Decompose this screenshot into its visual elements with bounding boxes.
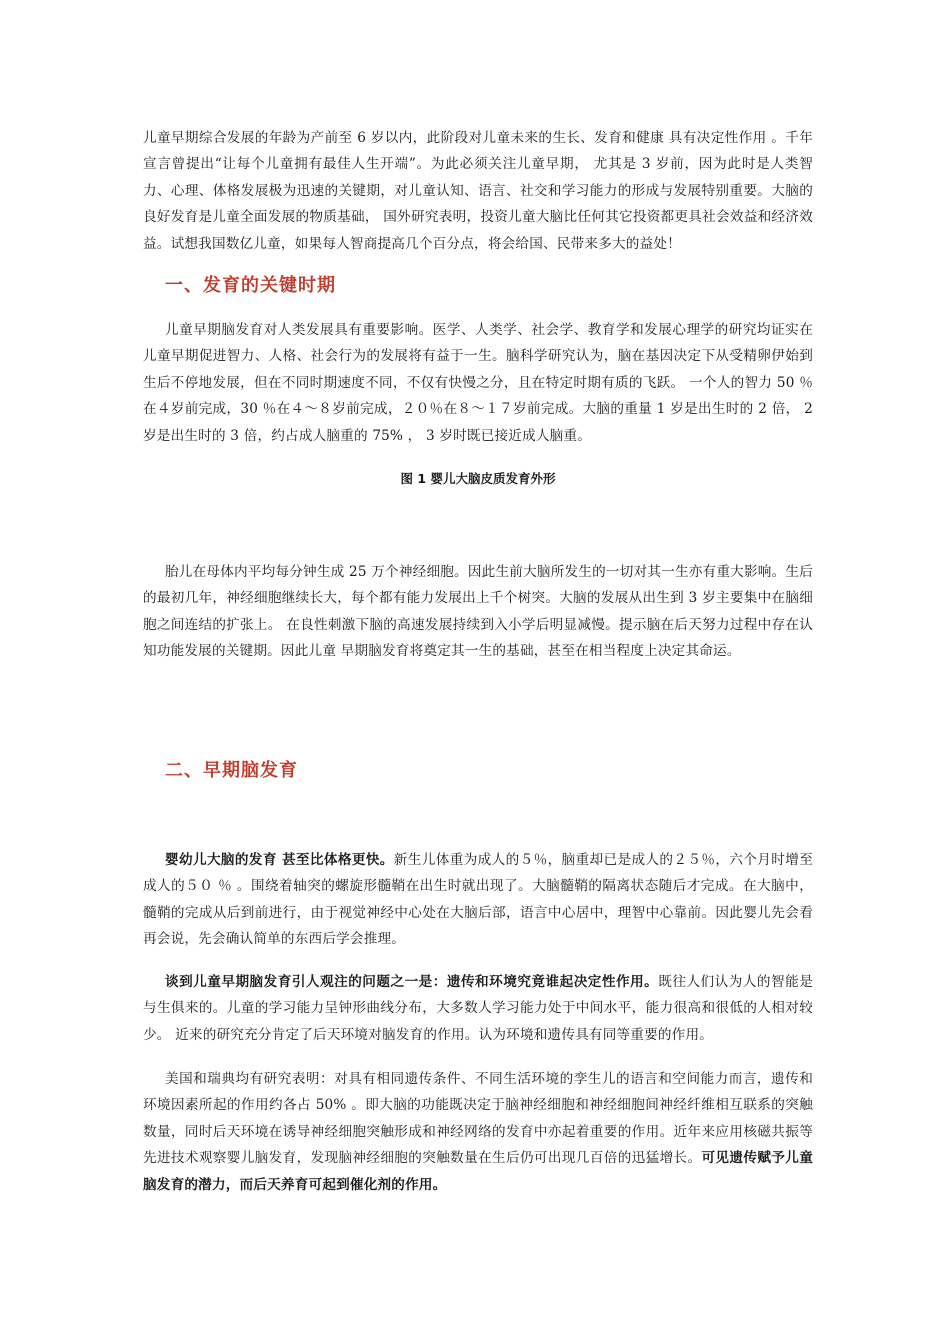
section2-heading: 二、早期脑发育 bbox=[165, 760, 298, 781]
section1-heading: 一、发育的关键时期 bbox=[165, 275, 336, 296]
section1-paragraph1: 儿童早期脑发育对人类发展具有重要影响。医学、人类学、社会学、教育学和发展心理学的研究均证实在儿童早期促进智力、人格、社会行为的发展将有益于一生。脑科学研究认为，脑在基因决定下从受精卵伊始到生后不停地发展，但在不同时期速度不同，不仅有快慢之分，且在特定时期有质的飞跃。 一个人的智力 50 ％在４岁前完成，30 ％在４～８岁前完成，２０％在８～１７岁前完成。大脑的重量 1 岁是出生时的 2 倍， 2 岁是出生时的 3 倍，约占成人脑重的 75% ， 3 岁时既已接近成人脑重。 bbox=[143, 322, 813, 444]
section2-paragraph3-conclusion: 可见遗传赋予儿童脑发育的潜力，而后天养育可起到催化剂的作用。 bbox=[143, 1150, 813, 1193]
section2-paragraph2-lead: 谈到儿童早期脑发育引人观注的问题之一是：遗传和环境究竟谁起决定性作用。 bbox=[165, 974, 659, 990]
section2-paragraph3 bbox=[143, 1066, 813, 1198]
section1-paragraph2: 胎儿在母体内平均每分钟生成 25 万个神经细胞。因此生前大脑所发生的一切对其一生亦有重大影响。生后的最初几年，神经细胞继续长大，每个都有能力发展出上千个树突。大脑的发展从出生到 3 岁主要集中在脑细胞之间连结的扩张上。 在良性刺激下脑的高速发展持续到入小学后明显减慢。提示脑在后天努力过程中存在认知功能发展的关键期。因此儿童 早期脑发育将奠定其一生的基础，甚至在相当程度上决定其命运。 bbox=[143, 564, 813, 660]
intro-paragraph: 儿童早期综合发展的年龄为产前至 6 岁以内，此阶段对儿童未来的生长、发育和健康 具有决定性作用 。千年宣言曾提出“让每个儿童拥有最佳人生开端”。为此必须关注儿童早期， 尤其是 3 岁前，因为此时是人类智力、心理、体格发展极为迅速的关键期，对儿童认知、语言、社交和学习能力的形成与发展特别重要。大脑的良好发育是儿童全面发展的物质基础， 国外研究表明，投资儿童大脑比任何其它投资都更具社会效益和经济效益。试想我国数亿儿童，如果每人智商提高几个百分点，将会给国、民带来多大的益处！ bbox=[143, 130, 813, 252]
section2-paragraph1-body: 新生儿体重为成人的５％，脑重却已是成人的２５％，六个月时增至成人的５０ ％ 。围绕着轴突的螺旋形髓鞘在出生时就出现了。大脑髓鞘的隔离状态随后才完成。在大脑中，髓鞘的完成从后到前进行，由于视觉神经中心处在大脑后部，语言中心居中，理智中心靠前。因此婴儿先会看再会说，先会确认简单的东西后学会推理。 bbox=[143, 852, 813, 948]
section2-paragraph1-lead: 婴幼儿大脑的发育 甚至比体格更快。 bbox=[165, 852, 394, 868]
section2-paragraph2-body: 既往人们认为人的智能是与生俱来的。儿童的学习能力呈钟形曲线分布，大多数人学习能力处于中间水平，能力很高和很低的人相对较少。 近来的研究充分肯定了后天环境对脑发育的作用。认为环境和遗传具有同等重要的作用。 bbox=[143, 974, 814, 1043]
figure1-caption: 图 1 婴儿大脑皮质发育外形 bbox=[400, 471, 556, 486]
section2-paragraph3-body: 美国和瑞典均有研究表明：对具有相同遗传条件、不同生活环境的孪生儿的语言和空间能力而言，遗传和环境因素所起的作用约各占 50% 。即大脑的功能既决定于脑神经细胞和神经细胞间神经纤维相互联系的突触数量，同时后天环境在诱导神经细胞突触形成和神经网络的发育中亦起着重要的作用。近年来应用核磁共振等先进技术观察婴儿脑发育，发现脑神经细胞的突触数量在生后仍可出现几百倍的迅猛增长。 bbox=[143, 1071, 813, 1167]
section2-paragraph1 bbox=[143, 847, 813, 953]
section2-paragraph2 bbox=[143, 969, 813, 1048]
